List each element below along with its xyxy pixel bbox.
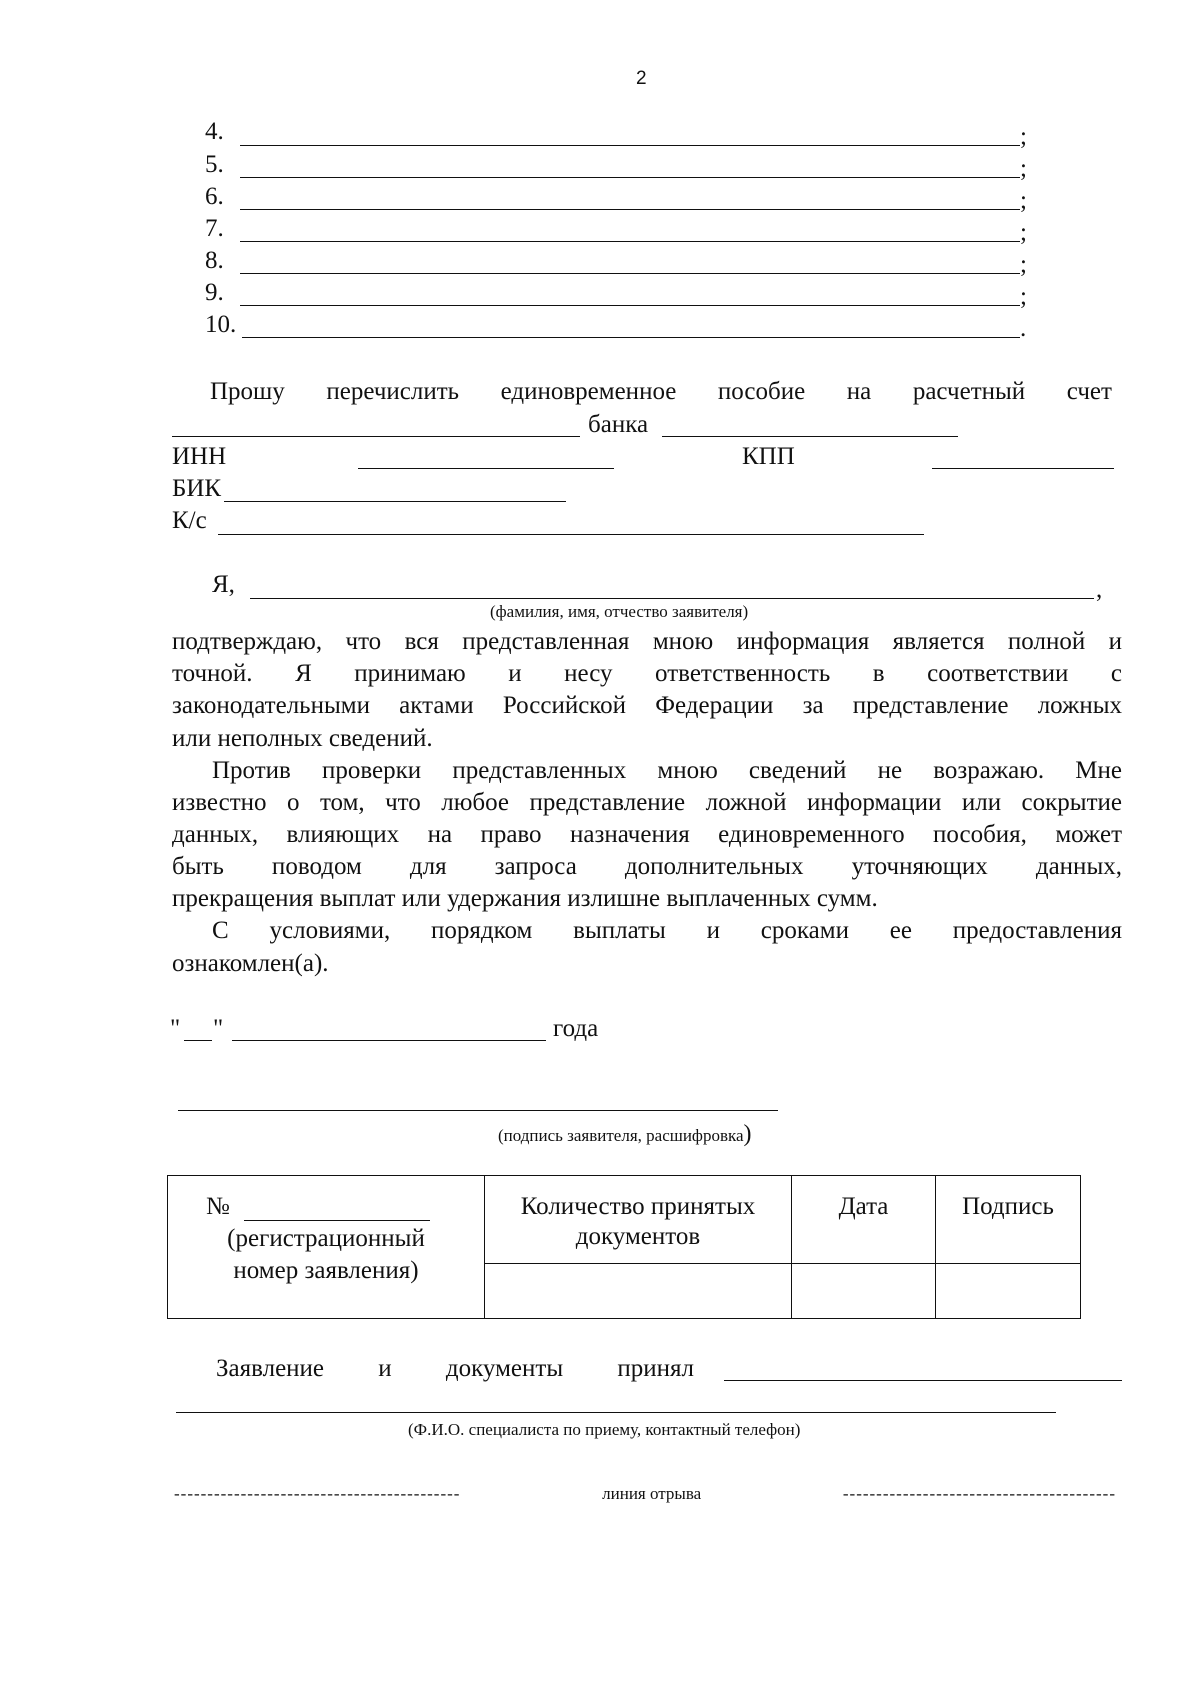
tear-dashes-left: ------------------------------------------- bbox=[174, 1484, 461, 1503]
bank-label: банка bbox=[588, 411, 649, 438]
registration-table bbox=[167, 1175, 1081, 1319]
ks-line[interactable] bbox=[218, 534, 924, 535]
accepted-word: документы bbox=[445, 1355, 564, 1382]
request-word: на bbox=[846, 378, 872, 405]
accepted-word: принял bbox=[617, 1355, 694, 1382]
docs-count-label-1: Количество принятых bbox=[520, 1193, 756, 1220]
registration-caption-2: номер заявления) bbox=[233, 1257, 419, 1284]
fill-line[interactable] bbox=[240, 209, 1020, 210]
specialist-line[interactable] bbox=[176, 1412, 1056, 1413]
ks-label: К/с bbox=[172, 507, 207, 534]
request-word: перечислить bbox=[326, 378, 460, 405]
request-word: единовременное bbox=[500, 378, 677, 405]
tear-dashes-right: ----------------------------------------- bbox=[842, 1484, 1116, 1503]
year-label: года bbox=[553, 1015, 599, 1042]
request-word: Прошу bbox=[210, 378, 285, 405]
request-word: пособие bbox=[717, 378, 806, 405]
bik-label: БИК bbox=[172, 475, 222, 502]
day-line[interactable] bbox=[184, 1040, 212, 1041]
accepted-by-line[interactable] bbox=[724, 1380, 1122, 1381]
date-quote-open: " bbox=[170, 1015, 181, 1042]
declaration-line: С условиями, порядком выплаты и сроками ее предоставления bbox=[212, 917, 1122, 944]
ya-label: Я, bbox=[212, 571, 235, 598]
comma-mark: , bbox=[1096, 576, 1103, 603]
account-number-line[interactable] bbox=[172, 436, 580, 437]
declaration-line: точной. Я принимаю и несу ответственность в соответствии с bbox=[172, 660, 1122, 687]
docs-count-label-2: документов bbox=[575, 1223, 701, 1250]
sign-cell[interactable] bbox=[936, 1264, 1081, 1319]
docs-count-cell[interactable] bbox=[485, 1264, 792, 1319]
list-end-mark: ; bbox=[1020, 283, 1027, 310]
name-caption: (фамилия, имя, отчество заявителя) bbox=[490, 602, 749, 621]
declaration-line: прекращения выплат или удержания излишне выплаченных сумм. bbox=[172, 885, 878, 912]
kpp-label: КПП bbox=[742, 443, 795, 470]
specialist-caption: (Ф.И.О. специалиста по приему, контактный телефон) bbox=[408, 1420, 801, 1439]
list-number: 7. bbox=[205, 215, 224, 242]
list-end-mark: . bbox=[1020, 315, 1027, 342]
page-number: 2 bbox=[636, 68, 647, 89]
sign-header bbox=[936, 1176, 1081, 1264]
date-cell[interactable] bbox=[792, 1264, 936, 1319]
list-end-mark: ; bbox=[1020, 219, 1027, 246]
fill-line[interactable] bbox=[240, 145, 1020, 146]
list-number: 5. bbox=[205, 151, 224, 178]
tear-line-label: линия отрыва bbox=[602, 1484, 702, 1503]
signature-caption: (подпись заявителя, расшифровка) bbox=[498, 1121, 752, 1147]
fill-line[interactable] bbox=[242, 337, 1020, 338]
fill-line[interactable] bbox=[240, 241, 1020, 242]
declaration-line: Против проверки представленных мною сведений не возражаю. Мне bbox=[212, 757, 1122, 784]
declaration-line: данных, влияющих на право назначения единовременного пособия, может bbox=[172, 821, 1122, 848]
request-word: счет bbox=[1066, 378, 1112, 405]
list-end-mark: ; bbox=[1020, 155, 1027, 182]
kpp-line[interactable] bbox=[932, 468, 1114, 469]
accepted-word: Заявление bbox=[216, 1355, 325, 1382]
date-quote-close: " bbox=[213, 1015, 224, 1042]
list-number: 9. bbox=[205, 279, 224, 306]
fill-line[interactable] bbox=[240, 305, 1020, 306]
bank-name-line[interactable] bbox=[662, 436, 958, 437]
declaration-line: подтверждаю, что вся представленная мною информация является полной и bbox=[172, 628, 1122, 655]
list-number: 8. bbox=[205, 247, 224, 274]
month-year-line[interactable] bbox=[232, 1040, 546, 1041]
docs-count-header bbox=[485, 1176, 792, 1264]
registration-number-cell bbox=[168, 1176, 485, 1319]
inn-label: ИНН bbox=[172, 443, 227, 470]
list-number: 4. bbox=[205, 118, 224, 145]
number-sign: № bbox=[206, 1193, 230, 1220]
list-number: 10. bbox=[205, 311, 237, 338]
tear-line bbox=[174, 1484, 1116, 1504]
declaration-line: известно о том, что любое представление ложной информации или сокрытие bbox=[172, 789, 1122, 816]
accepted-by bbox=[216, 1354, 694, 1384]
declaration-line: ознакомлен(а). bbox=[172, 950, 329, 977]
date-header bbox=[792, 1176, 936, 1264]
list-number: 6. bbox=[205, 183, 224, 210]
sign-label: Подпись bbox=[962, 1193, 1054, 1220]
bik-line[interactable] bbox=[224, 501, 566, 502]
registration-caption-1: (регистрационный bbox=[227, 1225, 425, 1252]
fill-line[interactable] bbox=[240, 177, 1020, 178]
date-label: Дата bbox=[838, 1193, 889, 1220]
registration-number-line[interactable] bbox=[244, 1220, 430, 1221]
declaration-line: быть поводом для запроса дополнительных уточняющих данных, bbox=[172, 853, 1122, 880]
list-end-mark: ; bbox=[1020, 187, 1027, 214]
applicant-name-line[interactable] bbox=[250, 598, 1094, 599]
accepted-word: и bbox=[378, 1355, 392, 1382]
declaration-line: или неполных сведений. bbox=[172, 725, 433, 752]
signature-line[interactable] bbox=[178, 1110, 778, 1111]
fill-line[interactable] bbox=[240, 273, 1020, 274]
declaration-line: законодательными актами Российской Федерации за представление ложных bbox=[172, 692, 1122, 719]
list-end-mark: ; bbox=[1020, 123, 1027, 150]
list-end-mark: ; bbox=[1020, 251, 1027, 278]
inn-line[interactable] bbox=[358, 468, 614, 469]
request-word: расчетный bbox=[912, 378, 1026, 405]
transfer-request bbox=[210, 377, 1112, 407]
